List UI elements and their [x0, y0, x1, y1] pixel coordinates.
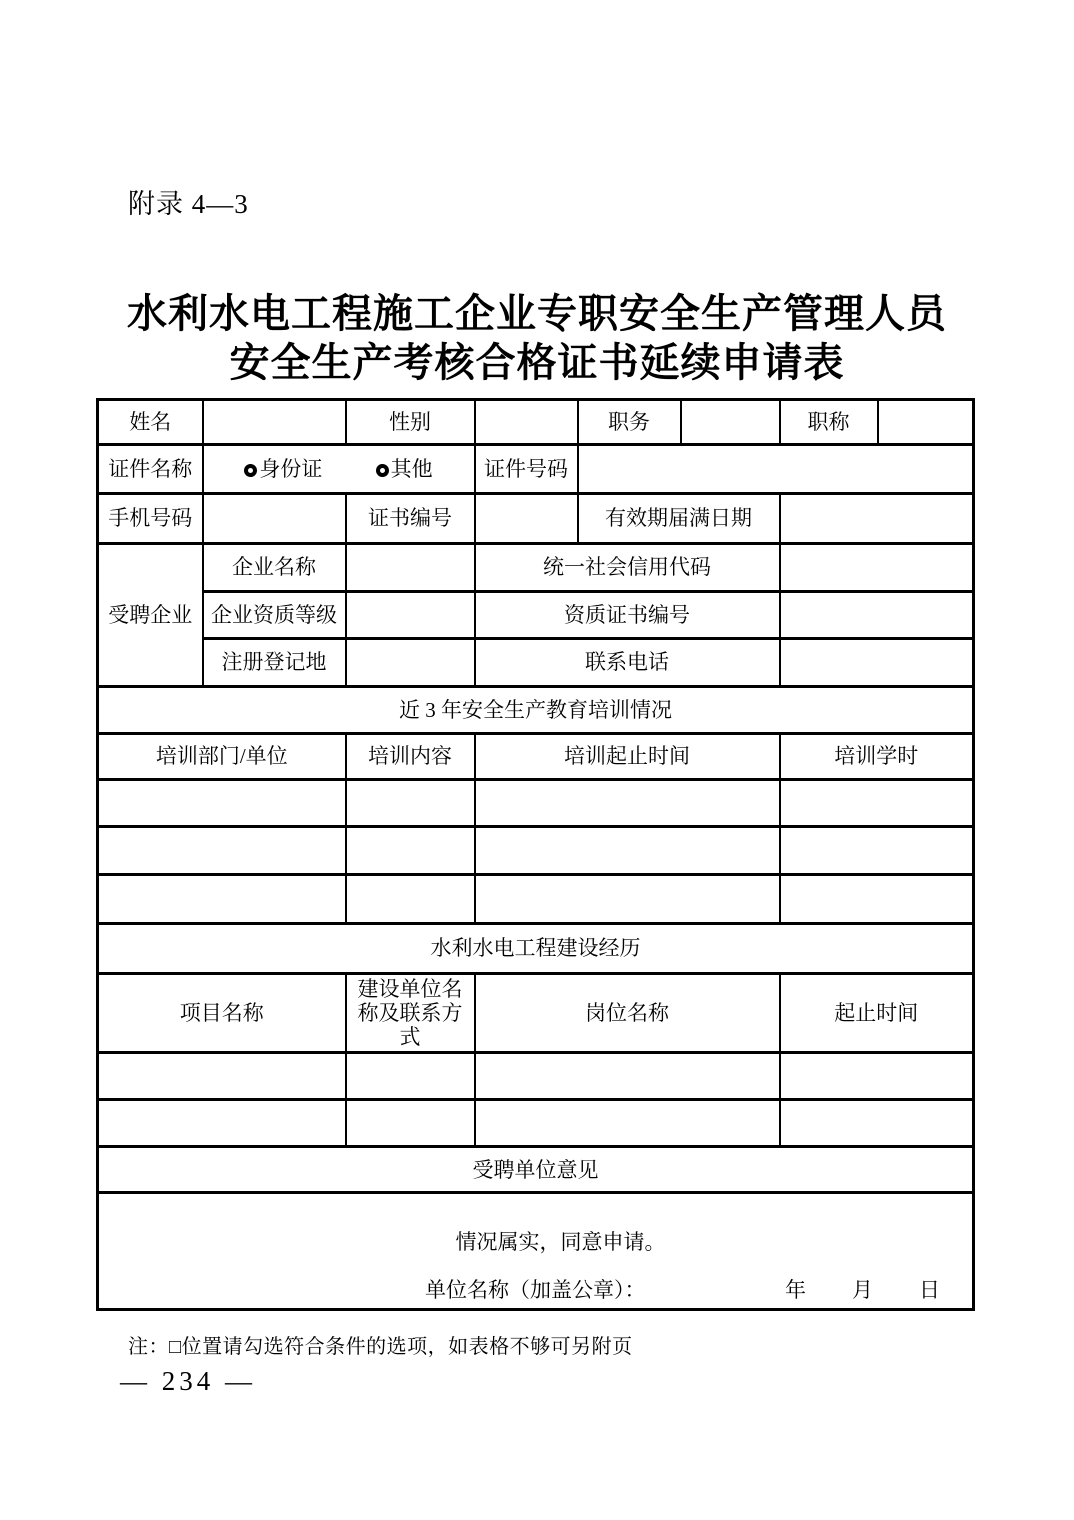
- experience-period-cell[interactable]: [780, 1053, 974, 1100]
- row-mobile-certno: [98, 494, 974, 544]
- other-radio[interactable]: [376, 457, 433, 481]
- experience-period-cell[interactable]: [780, 1100, 974, 1147]
- company-name-label: 企业名称: [203, 544, 346, 592]
- company-name-value-cell[interactable]: [346, 544, 475, 592]
- qualification-cert-no-label: 资质证书编号: [475, 592, 780, 639]
- experience-empty-row: [98, 1053, 974, 1100]
- contact-phone-value-cell[interactable]: [780, 639, 974, 687]
- gender-value-cell[interactable]: [475, 400, 578, 445]
- radio-selected-icon: [244, 464, 257, 477]
- radio-selected-icon: [376, 464, 389, 477]
- cert-name-label: 证件名称: [98, 445, 203, 494]
- row-personal-basic: [98, 400, 974, 445]
- registered-place-label: 注册登记地: [203, 639, 346, 687]
- form-title-line1: 水利水电工程施工企业专职安全生产管理人员: [127, 292, 947, 336]
- id-card-radio[interactable]: [244, 457, 322, 481]
- row-employer-registration: [98, 639, 974, 687]
- training-header-period: 培训起止时间: [475, 734, 780, 780]
- training-period-cell[interactable]: [475, 780, 780, 827]
- training-content-cell[interactable]: [346, 827, 475, 875]
- opinion-seal-line: [103, 1278, 968, 1302]
- cert-type-radio-group: [203, 445, 475, 494]
- title-value-cell[interactable]: [878, 400, 974, 445]
- training-empty-row: [98, 875, 974, 924]
- experience-project-cell[interactable]: [98, 1100, 346, 1147]
- seal-label: 单位名称（加盖公章）：: [425, 1278, 646, 1303]
- training-period-cell[interactable]: [475, 875, 780, 924]
- experience-header-period: 起止时间: [780, 974, 974, 1053]
- training-content-cell[interactable]: [346, 875, 475, 924]
- title-label: 职称: [780, 400, 878, 445]
- experience-header-position: 岗位名称: [475, 974, 780, 1053]
- month-label: 月: [852, 1278, 873, 1303]
- training-empty-row: [98, 827, 974, 875]
- experience-position-cell[interactable]: [475, 1100, 780, 1147]
- row-training-headers: [98, 734, 974, 780]
- experience-owner-cell[interactable]: [346, 1100, 475, 1147]
- training-dept-cell[interactable]: [98, 827, 346, 875]
- opinion-section-title: 受聘单位意见: [98, 1147, 974, 1193]
- row-opinion-body: [98, 1193, 974, 1310]
- training-header-content: 培训内容: [346, 734, 475, 780]
- training-section-title: 近 3 年安全生产教育培训情况: [98, 687, 974, 734]
- contact-phone-label: 联系电话: [475, 639, 780, 687]
- row-employer-qualification: [98, 592, 974, 639]
- experience-position-cell[interactable]: [475, 1053, 780, 1100]
- credit-code-label: 统一社会信用代码: [475, 544, 780, 592]
- registered-place-value-cell[interactable]: [346, 639, 475, 687]
- qualification-grade-label: 企业资质等级: [203, 592, 346, 639]
- training-dept-cell[interactable]: [98, 780, 346, 827]
- other-radio-label: 其他: [390, 456, 433, 481]
- row-certificate: [98, 445, 974, 494]
- footnote: 注：□位置请勾选符合条件的选项，如表格不够可另附页: [128, 1336, 633, 1358]
- row-experience-section: [98, 924, 974, 974]
- training-empty-row: [98, 780, 974, 827]
- experience-empty-row: [98, 1100, 974, 1147]
- employer-group-label: 受聘企业: [98, 544, 203, 687]
- gender-label: 性别: [346, 400, 475, 445]
- row-training-section: [98, 687, 974, 734]
- training-content-cell[interactable]: [346, 780, 475, 827]
- qualification-cert-no-value-cell[interactable]: [780, 592, 974, 639]
- date-labels: [785, 1278, 940, 1302]
- form-title: [0, 290, 1074, 388]
- certificate-no-label: 证书编号: [346, 494, 475, 544]
- training-period-cell[interactable]: [475, 827, 780, 875]
- expiry-date-value-cell[interactable]: [780, 494, 974, 544]
- duty-label: 职务: [578, 400, 681, 445]
- mobile-label: 手机号码: [98, 494, 203, 544]
- form-title-line2: 安全生产考核合格证书延续申请表: [229, 341, 845, 385]
- application-form-table: [96, 398, 975, 1311]
- page-number: — 234 —: [120, 1366, 256, 1396]
- qualification-grade-value-cell[interactable]: [346, 592, 475, 639]
- opinion-body-cell: [98, 1193, 974, 1310]
- credit-code-value-cell[interactable]: [780, 544, 974, 592]
- experience-header-project: 项目名称: [98, 974, 346, 1053]
- training-header-dept: 培训部门/单位: [98, 734, 346, 780]
- id-card-radio-label: 身份证: [259, 456, 323, 481]
- training-dept-cell[interactable]: [98, 875, 346, 924]
- experience-owner-cell[interactable]: [346, 1053, 475, 1100]
- mobile-value-cell[interactable]: [203, 494, 346, 544]
- experience-project-cell[interactable]: [98, 1053, 346, 1100]
- duty-value-cell[interactable]: [681, 400, 780, 445]
- experience-header-owner: 建设单位名称及联系方式: [346, 974, 475, 1053]
- row-experience-headers: [98, 974, 974, 1053]
- appendix-label: 附录 4—3: [128, 189, 249, 219]
- year-label: 年: [785, 1278, 806, 1303]
- day-label: 日: [919, 1278, 940, 1303]
- row-opinion-section: [98, 1147, 974, 1193]
- certificate-no-value-cell[interactable]: [475, 494, 578, 544]
- cert-number-label: 证件号码: [475, 445, 578, 494]
- row-employer-name: [98, 544, 974, 592]
- training-hours-cell[interactable]: [780, 780, 974, 827]
- name-value-cell[interactable]: [203, 400, 346, 445]
- cert-number-value-cell[interactable]: [578, 445, 974, 494]
- training-hours-cell[interactable]: [780, 875, 974, 924]
- training-header-hours: 培训学时: [780, 734, 974, 780]
- name-label: 姓名: [98, 400, 203, 445]
- expiry-date-label: 有效期届满日期: [578, 494, 780, 544]
- opinion-statement: 情况属实，同意申请。: [455, 1230, 666, 1255]
- experience-section-title: 水利水电工程建设经历: [98, 924, 974, 974]
- training-hours-cell[interactable]: [780, 827, 974, 875]
